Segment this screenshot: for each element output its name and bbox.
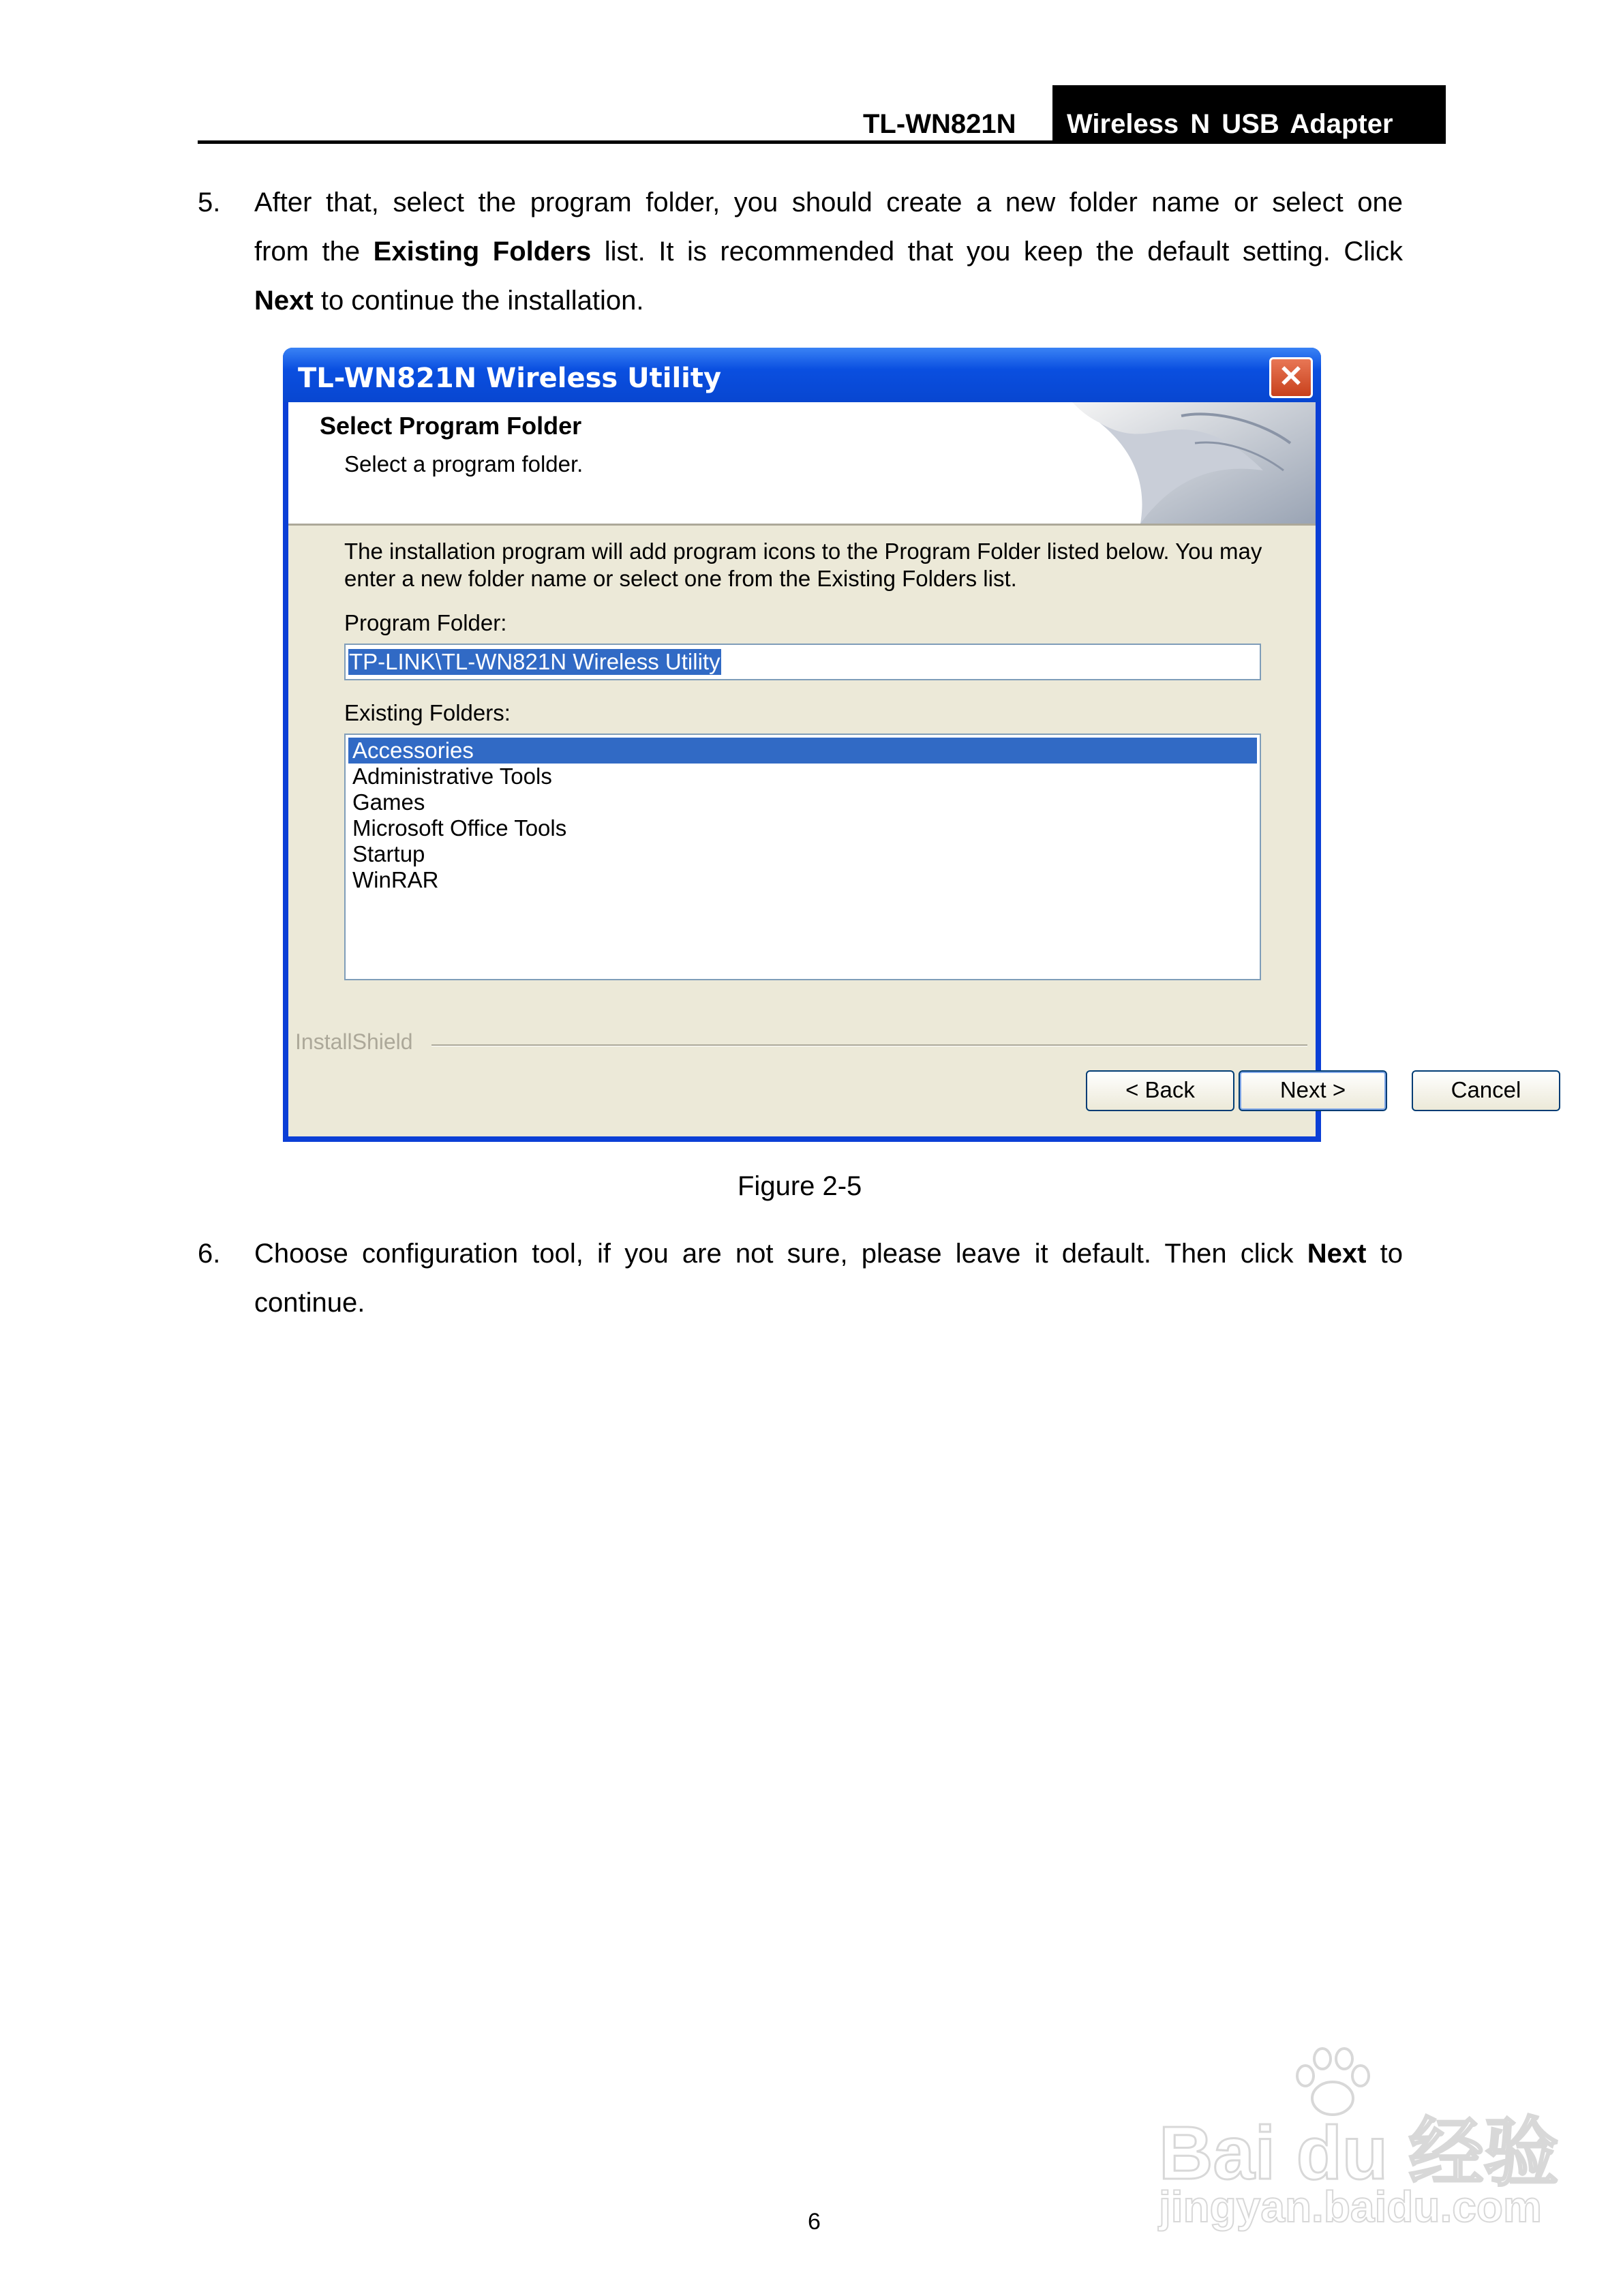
program-folder-value: TP-LINK\TL-WN821N Wireless Utility [349,649,721,674]
step6-number: 6. [198,1239,221,1269]
page-curl-graphic [1059,402,1316,524]
page-number: 6 [808,2209,821,2235]
step5-line3 [254,286,643,316]
step5-next: Next [254,286,314,316]
step5-existing-folders: Existing Folders [373,237,592,267]
folder-item-accessories[interactable]: Accessories [348,738,1257,764]
step5-line2-post: list. It is recommended that you keep the default setting. Click [604,237,1404,267]
header-title: Wireless N USB Adapter [1067,109,1393,139]
existing-folders-list[interactable] [344,734,1261,980]
step6-line1 [254,1239,1403,1269]
dialog-titlebar[interactable] [283,348,1321,402]
folder-item-games[interactable]: Games [352,789,425,815]
step6-line1-pre: Choose configuration tool, if you are not sure, please leave it default. Then click [254,1239,1294,1269]
step5-line3-post: to continue the installation. [320,286,644,316]
back-button[interactable]: < Back [1086,1070,1234,1111]
installer-dialog [283,348,1521,1142]
cancel-button[interactable]: Cancel [1412,1070,1560,1111]
dialog-title: TL-WN821N Wireless Utility [298,363,722,394]
step5-number: 5. [198,187,221,217]
header-rule [198,140,1445,144]
close-icon[interactable]: ✕ [1269,357,1313,398]
dialog-body [288,402,1521,1136]
dialog-description-line2: enter a new folder name or select one from the Existing Folders list. [344,566,1017,591]
step5-line2-pre: from the [254,237,361,267]
next-button[interactable]: Next > [1239,1070,1387,1111]
installshield-label: InstallShield [295,1029,413,1054]
folder-item-winrar[interactable]: WinRAR [352,867,439,892]
header-model: TL-WN821N [863,109,1016,139]
step6-line1-post: to [1380,1239,1403,1269]
dialog-heading: Select Program Folder [320,412,582,440]
step5-line2 [254,237,1403,267]
folder-item-startup[interactable]: Startup [352,841,425,866]
step5-line1: After that, select the program folder, you should create a new folder name or select one [254,187,1403,217]
figure-caption: Figure 2-5 [738,1171,862,1201]
watermark-url: jingyan.baidu.com [1159,2182,1542,2231]
installshield-divider [431,1044,1307,1046]
watermark-brand: Bai du 经验 [1159,2111,1559,2195]
program-folder-input[interactable] [344,644,1261,680]
step6-line2: continue. [254,1288,365,1318]
dialog-header-panel [288,402,1316,526]
step6-next: Next [1307,1239,1367,1269]
existing-folders-label: Existing Folders: [344,700,511,725]
program-folder-label: Program Folder: [344,610,507,635]
folder-item-administrative-tools[interactable]: Administrative Tools [352,764,552,789]
dialog-subheading: Select a program folder. [344,451,583,477]
dialog-description-line1: The installation program will add program icons to the Program Folder listed below. You may [344,539,1262,564]
folder-item-microsoft-office-tools[interactable]: Microsoft Office Tools [352,815,567,841]
